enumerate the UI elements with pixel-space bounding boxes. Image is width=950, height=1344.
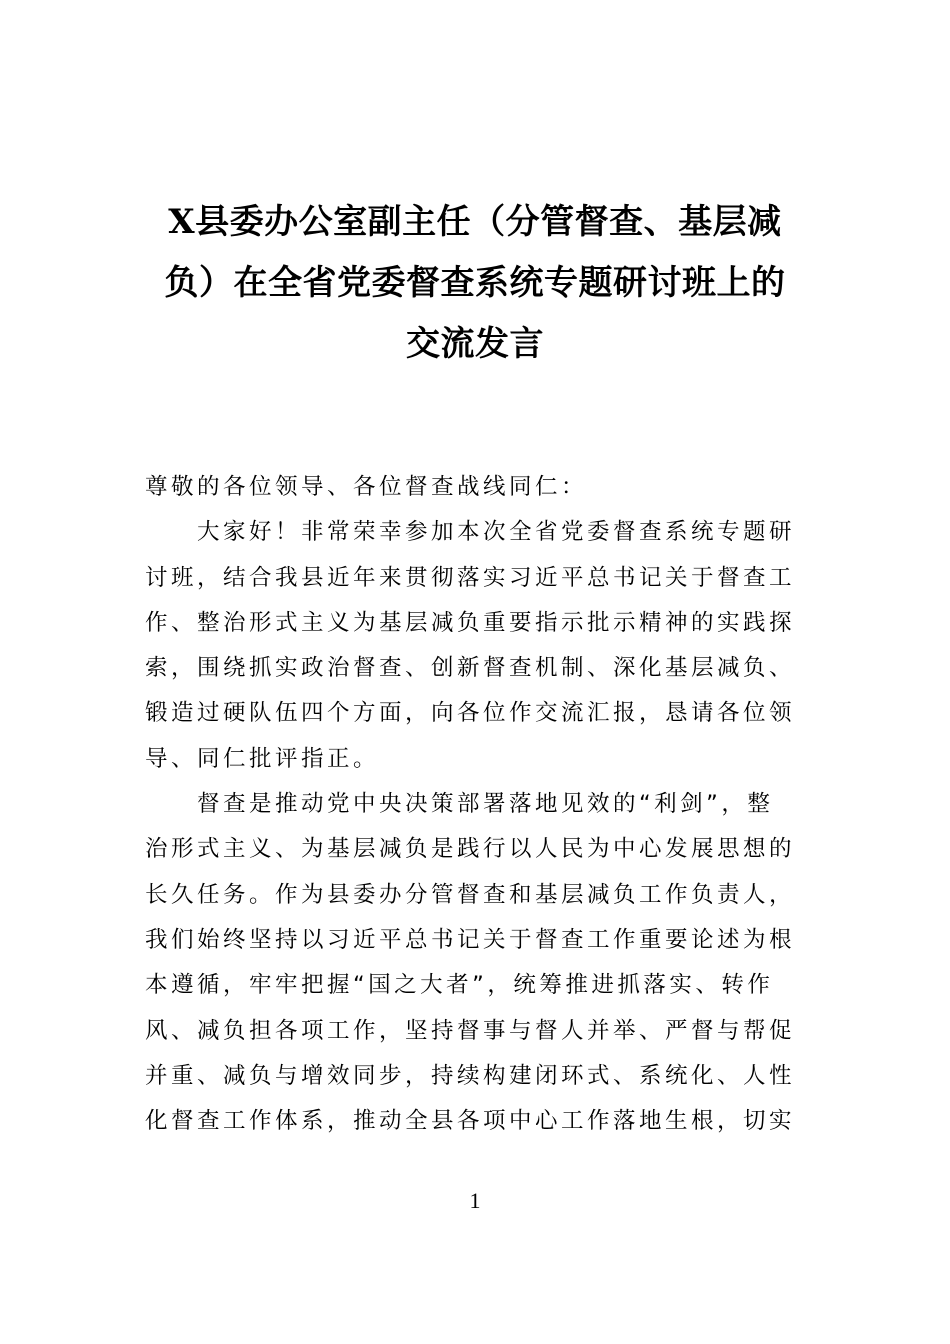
paragraph-line: 锻造过硬队伍四个方面，向各位作交流汇报，恳请各位领 <box>145 700 796 727</box>
page-number: 1 <box>469 1188 481 1213</box>
title-line: 交流发言 <box>406 324 544 364</box>
paragraph-line: 作、整治形式主义为基层减负重要指示批示精神的实践探 <box>145 609 796 636</box>
paragraph-line: 讨班，结合我县近年来贯彻落实习近平总书记关于督查工 <box>145 564 796 591</box>
paragraph-line: 导、同仁批评指正。 <box>145 745 380 772</box>
paragraph-line: 索，围绕抓实政治督查、创新督查机制、深化基层减负、 <box>145 655 796 682</box>
title-line: 负）在全省党委督查系统专题研讨班上的 <box>164 263 786 303</box>
paragraph-line: 我们始终坚持以习近平总书记关于督查工作重要论述为根 <box>145 926 796 953</box>
paragraph-line: 并重、减负与增效同步，持续构建闭环式、系统化、人性 <box>145 1062 796 1089</box>
document-title <box>140 192 810 375</box>
paragraph-line: 本遵循，牢牢把握“国之大者”，统筹推进抓落实、转作 <box>145 972 774 999</box>
paragraph-line: 督查是推动党中央决策部署落地见效的“利剑”，整 <box>197 791 774 818</box>
paragraph-2 <box>145 782 805 1144</box>
salutation: 尊敬的各位领导、各位督查战线同仁： <box>145 474 588 500</box>
paragraph-line: 化督查工作体系，推动全县各项中心工作落地生根，切实 <box>145 1108 796 1135</box>
paragraph-line: 治形式主义、为基层减负是践行以人民为中心发展思想的 <box>145 836 796 863</box>
paragraph-1 <box>145 510 805 782</box>
document-body <box>145 465 805 1144</box>
paragraph-line: 长久任务。作为县委办分管督查和基层减负工作负责人， <box>145 881 796 908</box>
paragraph-line: 大家好！非常荣幸参加本次全省党委督查系统专题研 <box>197 519 796 546</box>
title-line: X县委办公室副主任（分管督查、基层减 <box>168 202 782 242</box>
paragraph-line: 风、减负担各项工作，坚持督事与督人并举、严督与帮促 <box>145 1017 796 1044</box>
